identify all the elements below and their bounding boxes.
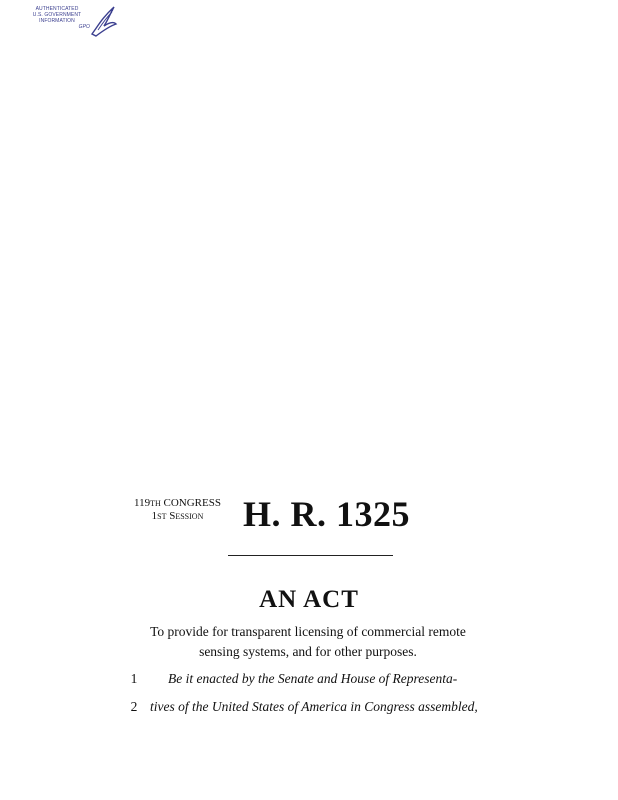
session-word-initial: S: [169, 510, 176, 522]
session-number: 1: [151, 510, 158, 522]
line-number: 2: [130, 699, 138, 714]
divider-rule: [228, 555, 393, 556]
session-word-rest: ESSION: [175, 512, 204, 521]
congress-word: CONGRESS: [163, 497, 221, 509]
gpo-logo-line-4: GPO: [78, 24, 90, 30]
eagle-icon: [88, 4, 118, 38]
enacting-clause-line: [0, 668, 618, 690]
enacting-clause-text: Be it enacted by the Senate and House of Representa-: [168, 671, 458, 686]
congress-number: 119: [134, 497, 151, 509]
congress-session-block: [120, 497, 235, 523]
session-suffix: ST: [157, 512, 167, 521]
line-number: 1: [130, 671, 138, 686]
purpose-line-2: sensing systems, and for other purposes.: [199, 644, 417, 659]
gpo-logo-line-1: AUTHENTICATED: [35, 6, 79, 12]
gpo-logo-line-2: U.S. GOVERNMENT: [32, 12, 82, 18]
congress-suffix: TH: [150, 499, 161, 508]
session-line: [120, 510, 235, 523]
gpo-logo-line-3: INFORMATION: [39, 18, 75, 24]
gpo-logo-text: [22, 6, 92, 30]
purpose-line-1: To provide for transparent licensing of commercial remote: [150, 624, 466, 639]
enacting-clause-line: [0, 696, 618, 718]
gpo-authentication-logo: [22, 4, 122, 38]
act-purpose: [130, 622, 486, 662]
enacting-clause-text: tives of the United States of America in Congress assembled,: [150, 699, 478, 714]
congress-line: [120, 497, 235, 510]
act-title: AN ACT: [259, 586, 359, 613]
bill-number: H. R. 1325: [243, 494, 410, 534]
